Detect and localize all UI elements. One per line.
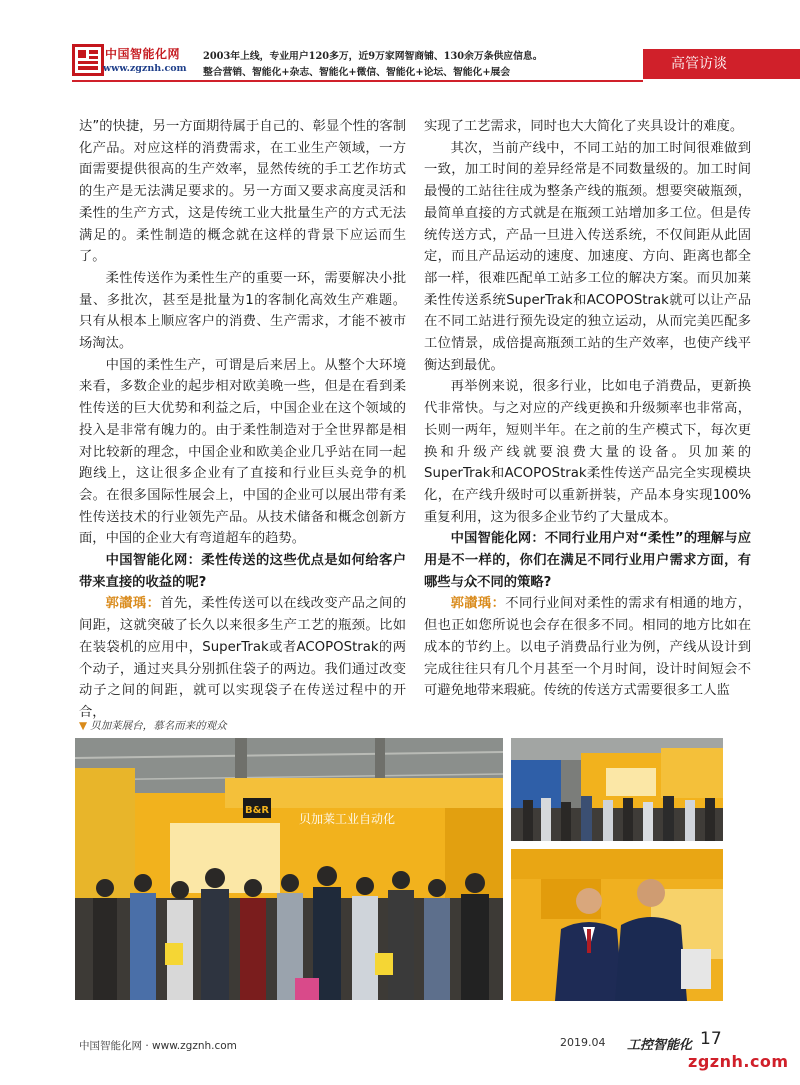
header-rule — [72, 80, 643, 82]
answer-text: 首先，柔性传送可以在线改变产品之间的间距，这就突破了长久以来很多生产工艺的瓶颈。比如在装袋机的应用中，SuperTrak或者ACOPOStrak的两个动子，通过夹具分别抓住袋子的两边。我们通过改变动子之间的间距，就可以实现袋子在传送过程中的开合， — [79, 596, 406, 720]
issue-date: 2019.04 — [560, 1036, 606, 1049]
paragraph: 其次，当前产线中，不同工站的加工时间很难做到一致，加工时间的差异经常是不同数量级的。加工时间最慢的工站往往成为整条产线的瓶颈。想要突破瓶颈，最简单直接的方式就是在瓶颈工站增加多工位。但是传统传送方式，产品一旦进入传送系统，不仅间距从此固定，而且产品运动的速度、加速度、方向、距离也都全部一样，很难匹配单工站多工位的解决方案。而贝加莱柔性传送系统SuperTrak和ACOPOStrak就可以让产品在不同工站进行预先设定的独立运动，从而完美匹配多工位情景，成倍提高瓶颈工站的生产效率，也使产线平衡达到最优。 — [424, 140, 751, 373]
article-column-left — [79, 116, 406, 724]
watermark: zgznh.com — [688, 1052, 789, 1071]
caption-triangle-icon: ▼ — [79, 720, 88, 732]
interview-answer — [424, 593, 751, 702]
page-header — [0, 0, 800, 86]
speaker-name: 郭讃瑀： — [105, 596, 161, 612]
logo-url[interactable]: www.zgznh.com — [103, 63, 187, 74]
interview-question: 中国智能化网：不同行业用户对“柔性”的理解与应用是不一样的，你们在满足不同行业用户需求方面，有哪些与众不同的策略? — [424, 531, 751, 590]
booth-logo: B&R — [245, 805, 270, 816]
logo-name: 中国智能化网 — [105, 47, 181, 61]
paragraph: 中国的柔性生产，可谓是后来居上。从整个大环境来看，多数企业的起步相对欧美晚一些，但是在看到柔性传送的巨大优势和利益之后，中国企业在这个领域的投入是非常有魄力的。由于柔性制造对于全世界都是相对比较新的理念，中国企业和欧美企业几乎站在同一起跑线上，这让很多企业有了直接和行业巨头竞争的机会。在很多国际性展会上，中国的企业可以展出带有柔性传送技术的行业领先产品。从技术储备和概念创新方面，中国的企业大有弯道超车的趋势。 — [79, 357, 406, 547]
answer-text: 不同行业间对柔性的需求有相通的地方，但也正如您所说也会存在很多不同。相同的地方比如在成本的节约上。以电子消费品行业为例，产线从设计到完成往往只有几个月甚至一个月时间，设计时间短会不可避免地带来瑕疵。传统的传送方式需要很多工人监 — [424, 596, 751, 699]
paragraph: 柔性传送作为柔性生产的重要一环，需要解决小批量、多批次，甚至是批量为1的客制化高效生产难题。只有从根本上顺应客户的消费、生产需求，才能不被市场淘汰。 — [79, 270, 406, 352]
page-number: 17 — [700, 1029, 722, 1049]
caption-text: 贝加莱展台，慕名而来的观众 — [90, 720, 227, 732]
footer-site: 中国智能化网 · www.zgznh.com — [79, 1040, 237, 1052]
booth-crowd-photo — [75, 738, 503, 1000]
section-tag: 高管访谈 — [643, 49, 800, 79]
paragraph: 再举例来说，很多行业，比如电子消费品，更新换代非常快。与之对应的产线更换和升级频率也非常高，长则一两年，短则半年。在之前的生产模式下，每次更换和升级产线就要浪费大量的设备。贝加莱的SuperTrak和ACOPOStrak柔性传送产品完全实现模块化，在产线升级时可以重新拼装，产品本身实现100%重复利用，这为很多企业节约了大量成本。 — [424, 379, 751, 525]
paragraph: 达”的快捷，另一方面期待属于自己的、彰显个性的客制化产品。对应这样的消费需求，在工业生产领域，一方面需要提供很高的生产效率，显然传统的手工艺作坊式的生产是无法满足要求的。另一方面又要求高度灵活和柔性的生产方式，这是传统工业大批量生产的方式无法满足的。柔性制造的概念就在这样的背景下应运而生了。 — [79, 119, 406, 265]
booth-sign: 贝加莱工业自动化 — [299, 812, 396, 826]
article-column-right — [424, 116, 751, 702]
conversation-photo — [511, 849, 723, 1001]
paragraph: 实现了工艺需求，同时也大大简化了夹具设计的难度。 — [424, 119, 744, 134]
zgznh-logo-icon — [72, 44, 104, 76]
header-tagline-1: 2003年上线，专业用户120多万，近9万家网智商铺、130余万条供应信息。 — [203, 51, 543, 62]
interview-answer — [79, 593, 406, 723]
interview-question: 中国智能化网：柔性传送的这些优点是如何给客户带来直接的收益的呢? — [79, 553, 406, 590]
speaker-name: 郭讃瑀： — [450, 596, 506, 612]
photo-caption — [79, 718, 227, 733]
booth-overview-photo — [511, 738, 723, 841]
magazine-name: 工控智能化 — [627, 1038, 693, 1053]
header-tagline-2: 整合营销、智能化+杂志、智能化+微信、智能化+论坛、智能化+展会 — [203, 67, 511, 78]
